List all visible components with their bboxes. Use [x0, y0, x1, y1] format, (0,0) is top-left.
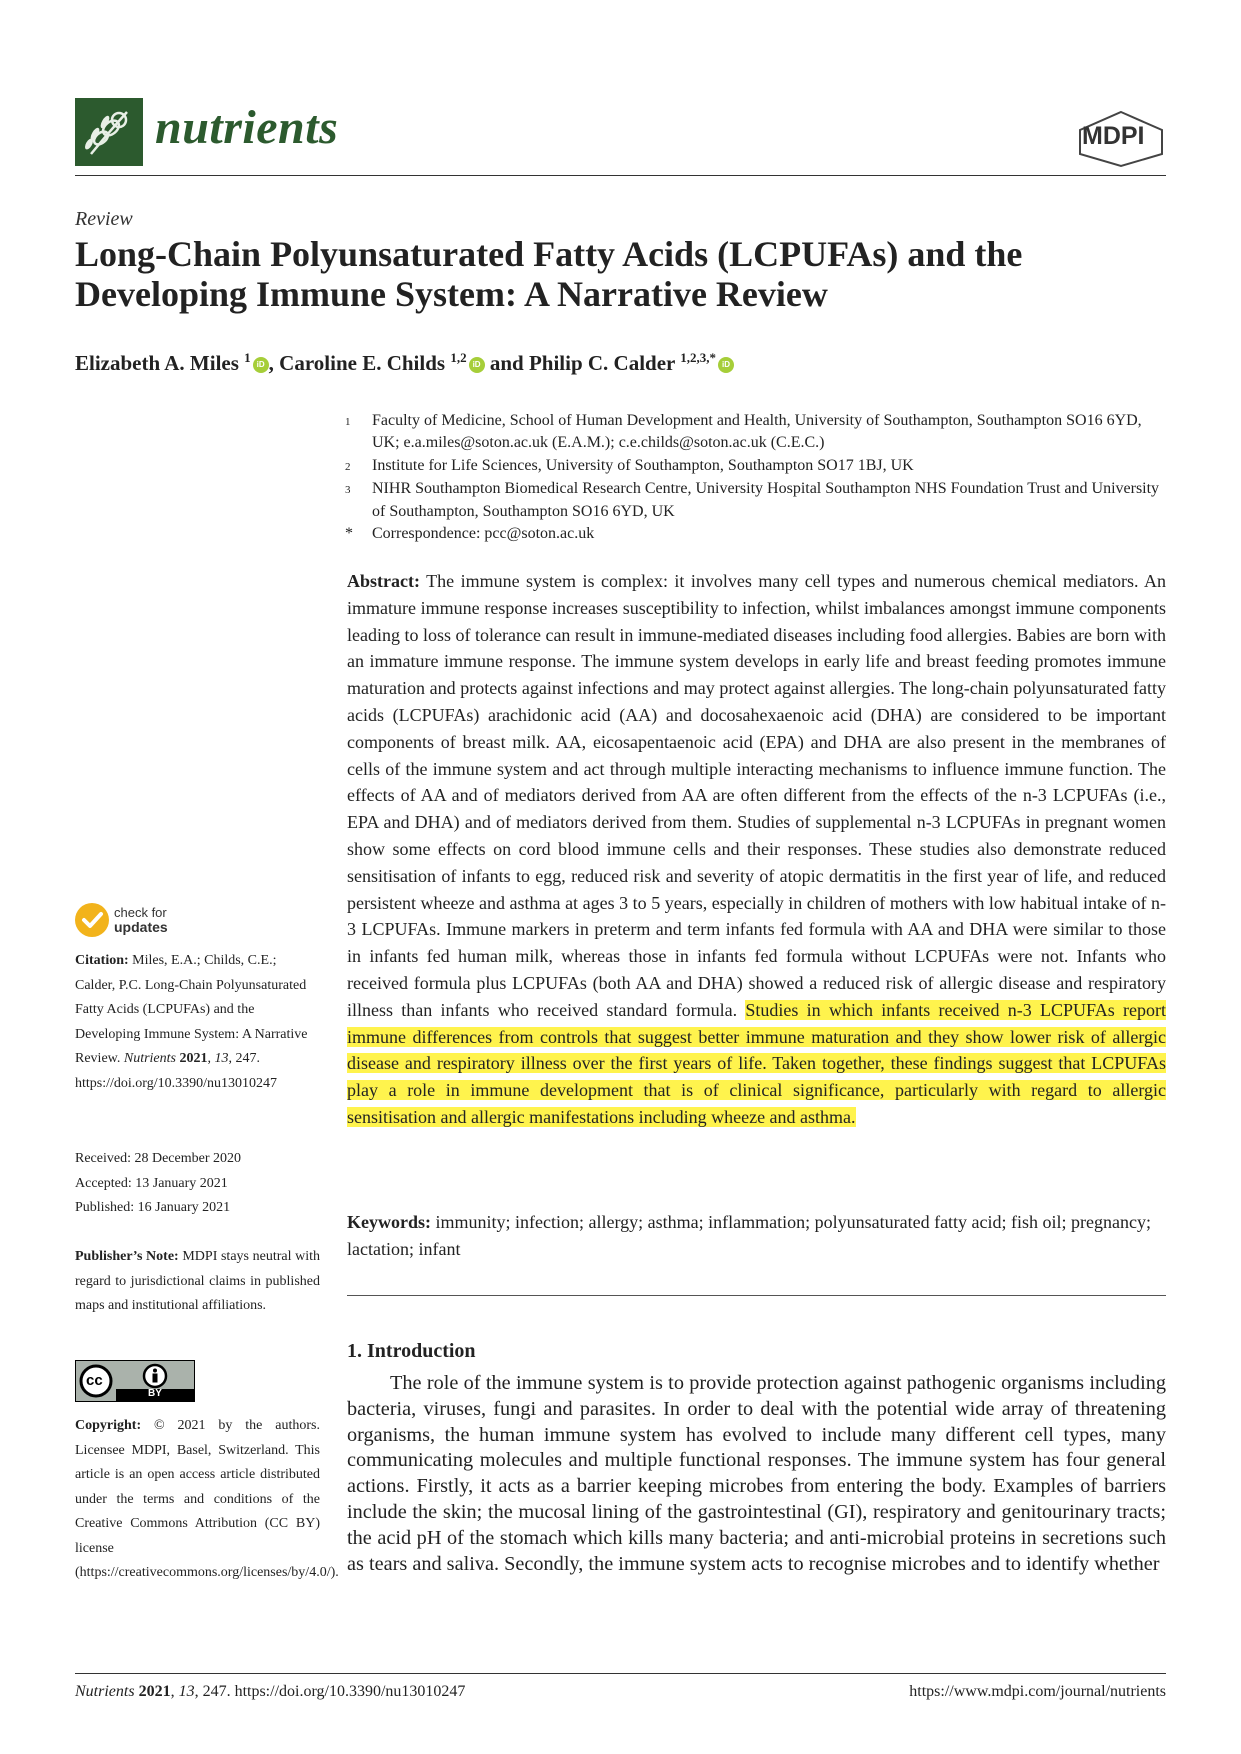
affiliation-mark: 1	[345, 416, 351, 428]
article-title: Long-Chain Polyunsaturated Fatty Acids (LCPUFAs) and the Developing Immune System: A Narrative Review	[75, 234, 1023, 314]
affiliation-item	[345, 410, 1170, 455]
header-divider	[75, 175, 1166, 176]
journal-logo	[75, 98, 143, 166]
keywords-text: immunity; infection; allergy; asthma; inflammation; polyunsaturated fatty acid; fish oil; pregnancy; lactation; infant	[347, 1212, 1151, 1259]
footer-journal-url[interactable]: https://www.mdpi.com/journal/nutrients	[909, 1683, 1166, 1700]
keywords-label: Keywords:	[347, 1212, 431, 1232]
author-affiliation-mark: 1	[244, 350, 251, 365]
published-date: Published: 16 January 2021	[75, 1200, 231, 1215]
dates	[75, 1147, 320, 1221]
introduction-text: The role of the immune system is to provide protection against pathogenic organisms including bacteria, viruses, fungi and parasites. In order to deal with the potential wide array of threatening organisms, the human immune system has evolved to include many different cell types, many communicating molecules and multiple functional responses. The immune system has four general actions. Firstly, it acts as a barrier keeping microbes from entering the body. Examples of barriers include the skin; the mucosal lining of the gastrointestinal (GI), respiratory and genitourinary tracts; the acid pH of the stomach which kills many bacteria; and anti-microbial proteins in secretions such as tears and saliva. Secondly, the immune system acts to recognise microbes and to identify whether	[347, 1372, 1166, 1575]
correspondence-text: Correspondence: pcc@soton.ac.uk	[372, 525, 595, 543]
abstract-highlighted-text[interactable]: Studies in which infants received n-3 LCPUFAs report immune differences from controls that suggest better immune maturation and they show lower risk of allergic disease and respiratory illness over the first years of life. Taken together, these findings suggest that LCPUFAs play a role in immune development that is of clinical significance, particularly with regard to allergic sensitisation and allergic manifestations including wheeze and asthma.	[347, 999, 1166, 1127]
affiliation-mark: *	[345, 525, 353, 543]
affiliation-item	[345, 478, 1170, 523]
author-name[interactable]: Philip C. Calder	[528, 351, 675, 375]
copyright-text: © 2021 by the authors. Licensee MDPI, Basel, Switzerland. This article is an open access article distributed under the terms and conditions of the Creative Commons Attribution (CC BY) license (https://creativecommons.org/licenses/by/4.0/).	[75, 1418, 339, 1580]
copyright	[75, 1414, 339, 1586]
publisher-note	[75, 1245, 320, 1319]
citation-text: Miles, E.A.; Childs, C.E.; Calder, P.C. Long-Chain Polyunsaturated Fatty Acids (LCPUFAs) and the Developing Immune System: A Narrative Review.	[75, 953, 308, 1066]
affiliation-text: NIHR Southampton Biomedical Research Centre, University Hospital Southampton NHS Foundation Trust and University of Southampton, Southampton SO16 6YD, UK	[372, 480, 1160, 520]
author-affiliation-mark: 1,2,3,*	[680, 350, 716, 365]
cc-icon: cc	[86, 1372, 103, 1389]
section-divider	[347, 1295, 1166, 1296]
affiliation-mark: 2	[345, 460, 351, 473]
check-line2: updates	[114, 919, 168, 935]
author-affiliation-mark: 1,2	[450, 350, 467, 365]
affiliation-item	[345, 523, 1170, 545]
publisher-note-label: Publisher’s Note:	[75, 1249, 179, 1264]
accepted-date: Accepted: 13 January 2021	[75, 1175, 228, 1191]
citation-journal: Nutrients	[123, 1051, 176, 1066]
received-date: Received: 28 December 2020	[75, 1151, 241, 1166]
affiliation-text: Faculty of Medicine, School of Human Development and Health, University of Southampton, Southampton SO16 6YD, UK; e.a.miles@soton.ac.uk (E.A.M.); c.e.childs@soton.ac.uk (C.E.C.)	[372, 412, 1142, 452]
footer-year: 2021	[138, 1683, 171, 1700]
author-name[interactable]: Elizabeth A. Miles	[75, 351, 239, 375]
affiliation-item	[345, 455, 1170, 478]
citation: Citation: Miles, E.A.; Childs, C.E.; Calder, P.C. Long-Chain Polyunsaturated Fatty Acids (LCPUFAs) and the Developing Immune System: A Narrative Review. Nutrients 2021, 13, 247. https://doi.org/10.3390/nu13010247	[75, 953, 308, 1091]
footer-journal: Nutrients	[75, 1683, 135, 1700]
abstract-label: Abstract:	[347, 571, 420, 591]
orcid-icon[interactable]: iD	[718, 357, 734, 373]
check-updates-text	[114, 905, 168, 935]
affiliation-text: Institute for Life Sciences, University of Southampton, Southampton SO17 1BJ, UK	[372, 456, 914, 474]
keywords	[347, 1209, 1166, 1263]
citation-volume: 13	[214, 1051, 229, 1066]
cc-by-label: BY	[148, 1388, 162, 1399]
author-name[interactable]: Caroline E. Childs	[279, 351, 446, 375]
footer-citation: Nutrients 2021, 13, 247. https://doi.org/10.3390/nu13010247	[75, 1683, 466, 1700]
check-for-updates-button[interactable]	[75, 903, 168, 937]
section-heading: 1. Introduction	[347, 1340, 476, 1362]
footer-volume: 13	[178, 1683, 195, 1700]
abstract-text: The immune system is complex: it involves many cell types and numerous chemical mediators. An immature immune response increases susceptibility to infection, whilst imbalances amongst immune components leading to loss of tolerance can result in immune-mediated diseases including food allergies. Babies are born with an immature immune response. The immune system develops in early life and breast feeding promotes immune maturation and protects against infections and may protect against allergies. The long-chain polyunsaturated fatty acids (LCPUFAs) arachidonic acid (AA) and docosahexaenoic acid (DHA) are considered to be important components of breast milk. AA, eicosapentaenoic acid (EPA) and DHA are also present in the membranes of cells of the immune system and act through multiple interacting mechanisms to influence immune function. The effects of AA and of mediators derived from AA are often different from the effects of the n-3 LCPUFAs (i.e., EPA and DHA) and of mediators derived from them. Studies of supplemental n-3 LCPUFAs in pregnant women show some effects on cord blood immune cells and their responses. These studies also demonstrate reduced sensitisation of infants to egg, reduced risk and severity of atopic dermatitis in the first year of life, and reduced persistent wheeze and asthma at ages 3 to 5 years, especially in children of mothers with low habitual intake of n-3 LCPUFAs. Immune markers in preterm and term infants fed formula with AA and DHA were similar to those in infants fed human milk, whereas those in infants fed formula without LCPUFAs were not. Infants who received formula plus LCPUFAs (both AA and DHA) showed a reduced risk of allergic disease and respiratory illness than infants who received standard formula.	[347, 571, 1166, 1020]
author-separator: and	[484, 351, 529, 375]
footer-divider	[75, 1673, 1166, 1674]
copyright-label: Copyright:	[75, 1418, 142, 1433]
citation-label: Citation:	[75, 953, 129, 968]
cc-by-license-badge[interactable]	[75, 1360, 195, 1402]
journal-name: nutrients	[155, 101, 339, 154]
wheat-flower-icon	[81, 104, 137, 160]
orcid-icon[interactable]: iD	[469, 357, 485, 373]
footer-doi-link[interactable]: , 247. https://doi.org/10.3390/nu13010247	[194, 1683, 466, 1700]
check-line1: check for	[114, 905, 167, 920]
publisher-note-text: MDPI stays neutral with regard to jurisdictional claims in published maps and institutional affiliations.	[75, 1249, 321, 1313]
article-type: Review	[75, 208, 133, 230]
abstract	[347, 568, 1166, 1131]
check-icon	[75, 903, 109, 937]
author-list	[75, 350, 734, 376]
affiliations	[345, 410, 1170, 545]
affiliation-mark: 3	[345, 484, 351, 497]
citation-year: 2021	[179, 1051, 208, 1066]
orcid-icon[interactable]: iD	[253, 357, 269, 373]
author-separator: ,	[268, 351, 280, 375]
citation-doi[interactable]: , 247. https://doi.org/10.3390/nu13010247	[75, 1051, 277, 1091]
publisher-logo-text: MDPI	[1082, 122, 1145, 150]
